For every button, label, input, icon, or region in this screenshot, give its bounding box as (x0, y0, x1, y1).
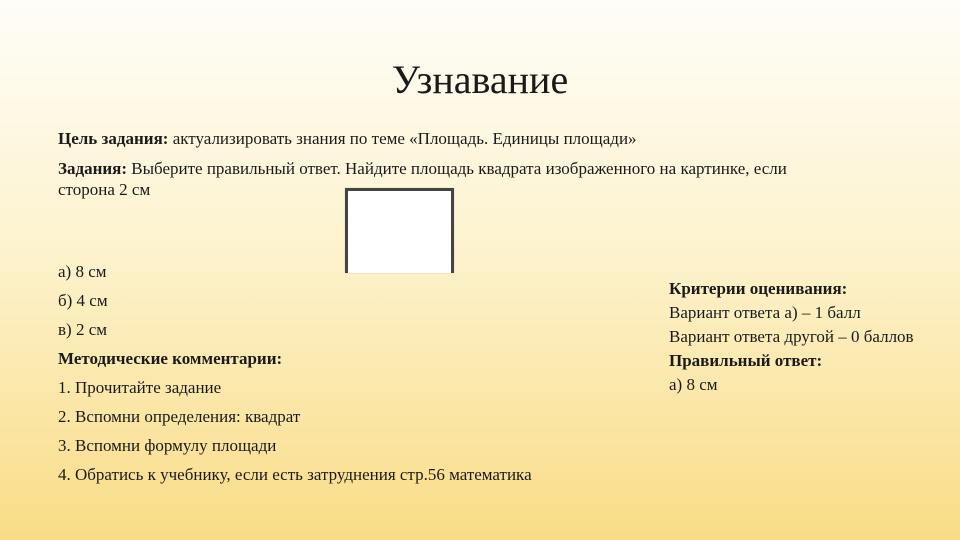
criteria-block (669, 277, 919, 397)
comment-item-1: 1. Прочитайте задание (58, 378, 222, 397)
comment-item-2: 2. Вспомни определения: квадрат (58, 407, 301, 426)
comment-item-4: 4. Обратись к учебнику, если есть затруднения стр.56 математика (58, 465, 532, 484)
criteria-heading: Критерии оценивания: (669, 279, 848, 298)
task-text: Выберите правильный ответ. Найдите площадь квадрата изображенного на картинке, если сторона 2 см (58, 159, 787, 199)
comments-heading: Методические комментарии: (58, 349, 283, 368)
task-label: Задания: (58, 159, 128, 178)
goal-label: Цель задания: (58, 129, 169, 148)
goal-text: актуализировать знания по теме «Площадь. Единицы площади» (168, 129, 637, 148)
square-picture (345, 188, 454, 273)
correct-answer: а) 8 см (669, 375, 718, 394)
comment-item-3: 3. Вспомни формулу площади (58, 436, 277, 455)
correct-answer-heading: Правильный ответ: (669, 351, 823, 370)
goal-paragraph (58, 128, 818, 149)
answer-option-b: б) 4 см (58, 291, 108, 310)
answer-option-a: а) 8 см (58, 262, 107, 281)
answer-option-c: в) 2 см (58, 320, 107, 339)
criteria-line-2: Вариант ответа другой – 0 баллов (669, 327, 914, 346)
slide-title: Узнавание (391, 57, 569, 102)
criteria-line-1: Вариант ответа а) – 1 балл (669, 303, 861, 322)
